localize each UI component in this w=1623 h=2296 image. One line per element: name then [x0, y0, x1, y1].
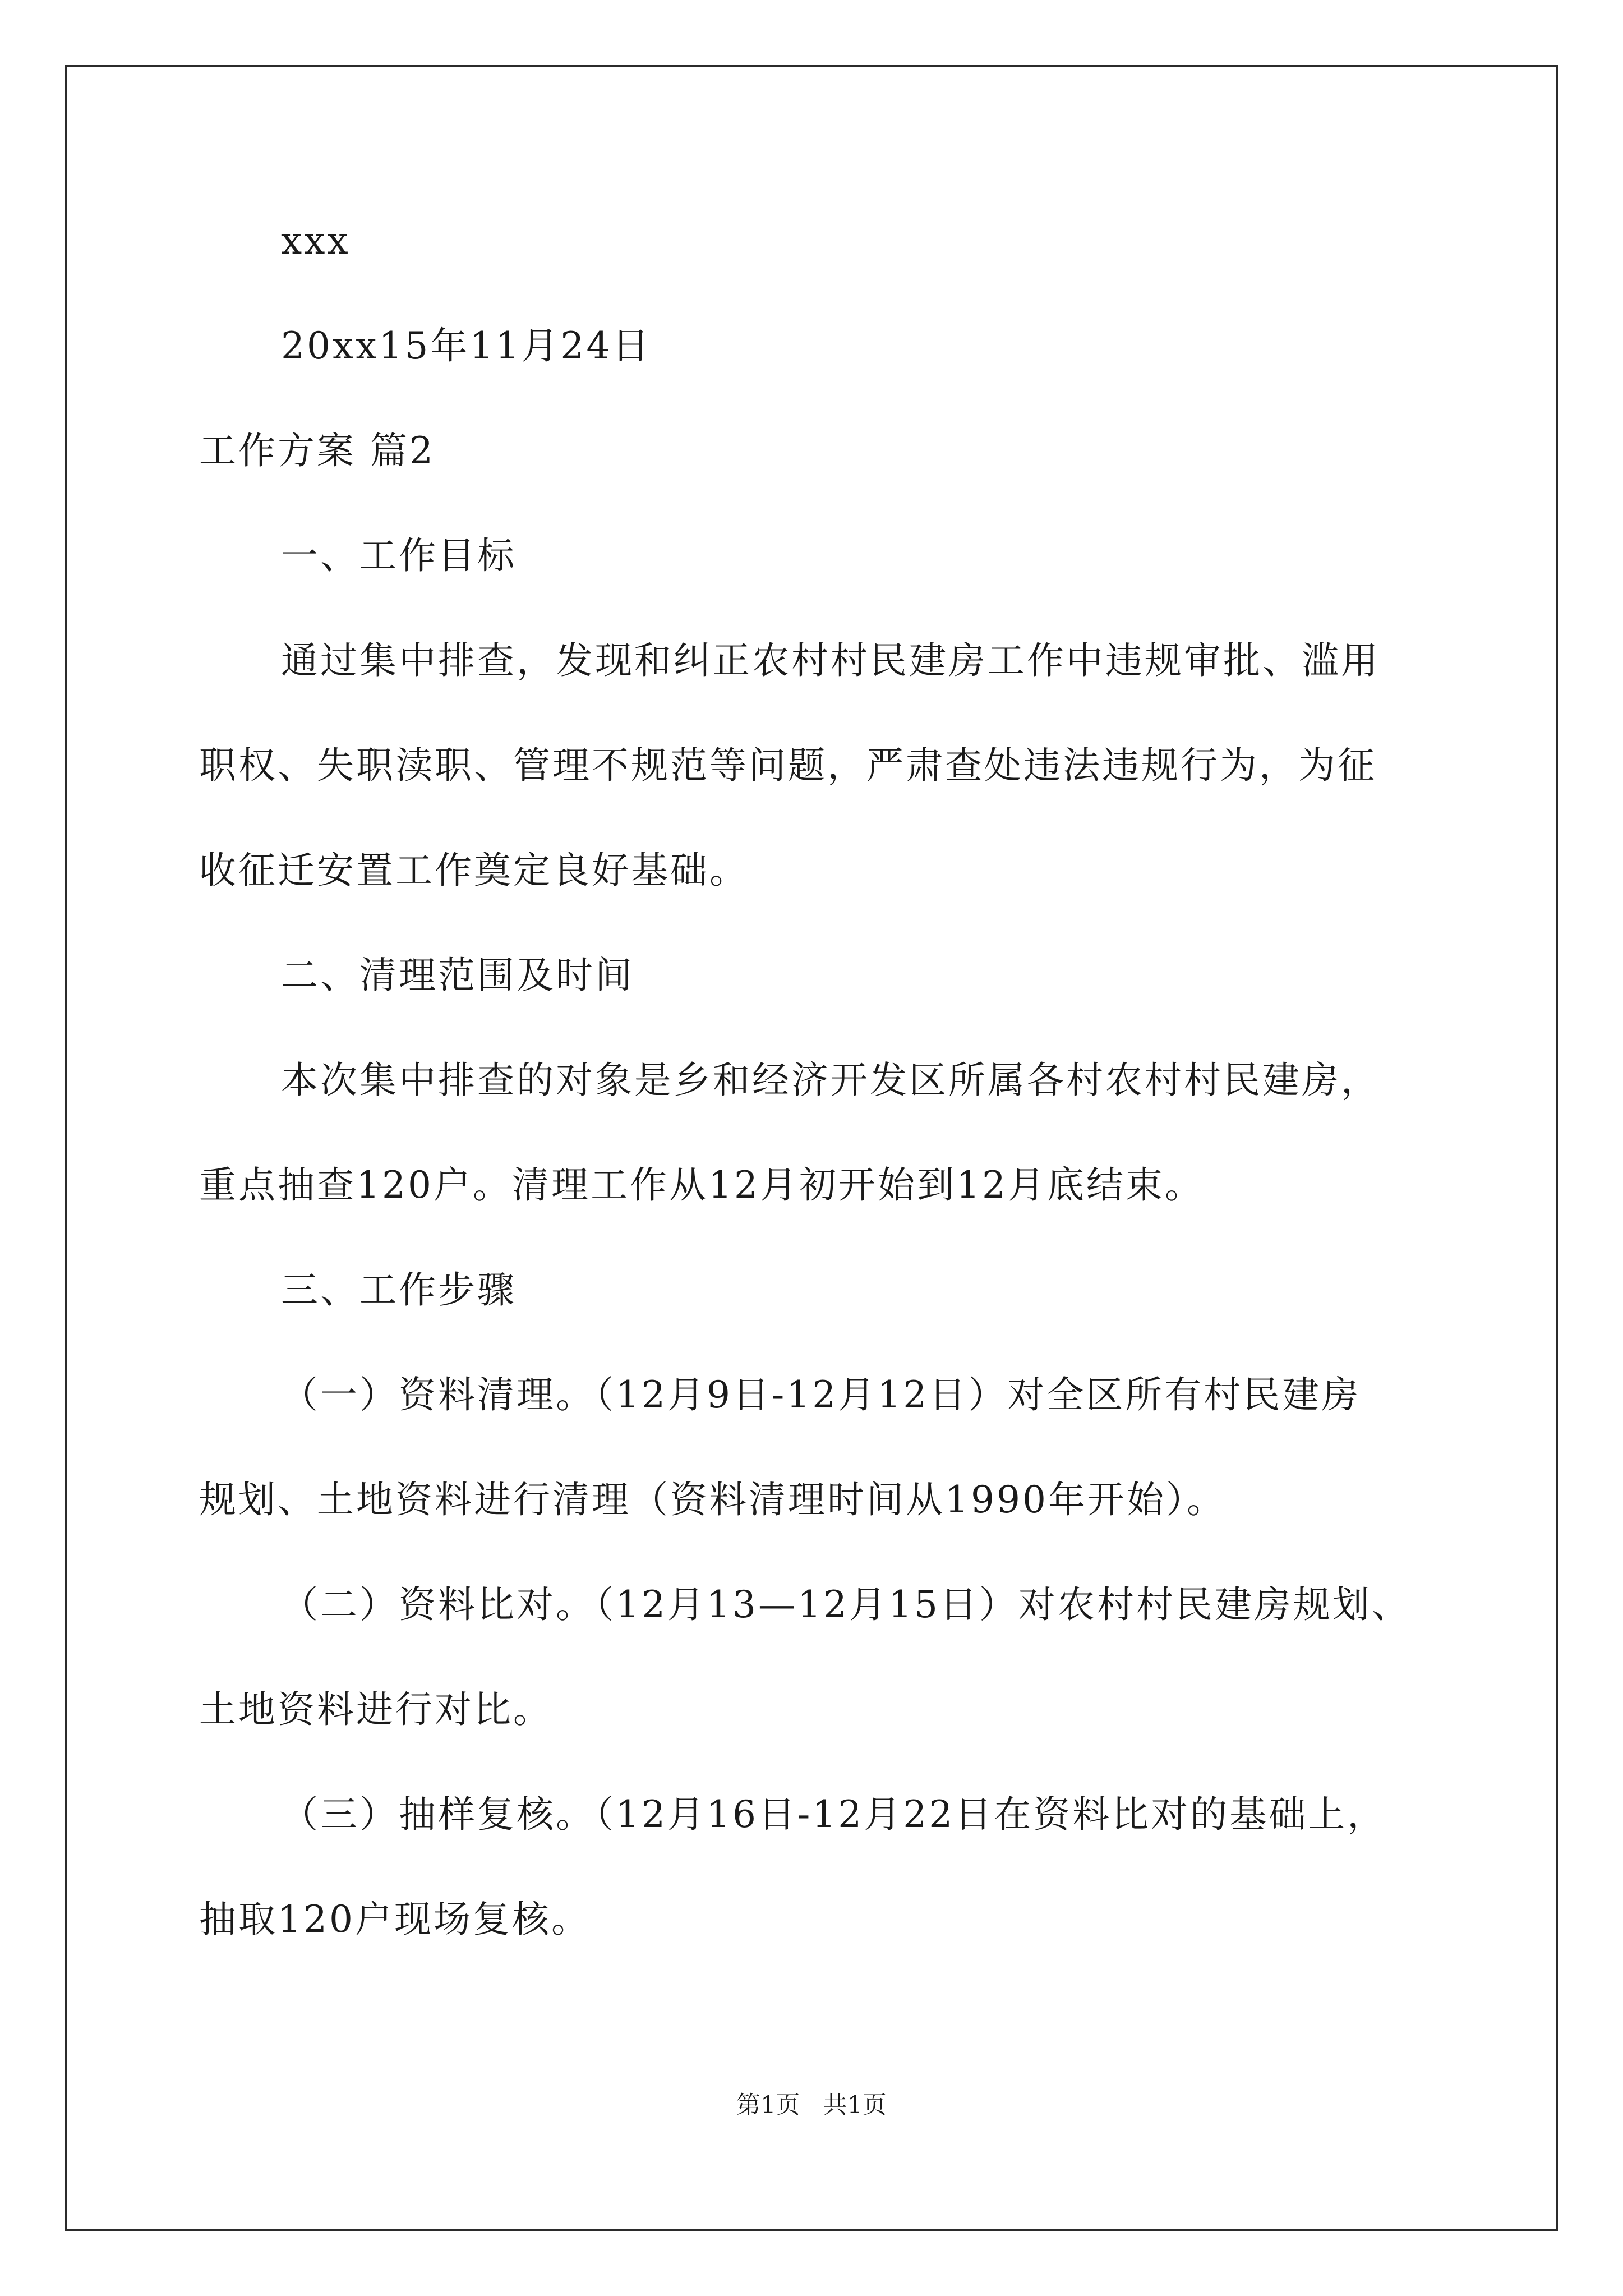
heading-goal: 一、工作目标: [281, 534, 517, 577]
paragraph-line: 本次集中排查的对象是乡和经济开发区所属各村农村村民建房，: [281, 1059, 1380, 1102]
page-number-footer: 第1页 共1页: [736, 2091, 887, 2119]
paragraph-line: 规划、土地资料进行清理（资料清理时间从1990年开始）。: [199, 1478, 1226, 1521]
paragraph-line: （二）资料比对。（12月13—12月15日）对农村村民建房规划、: [281, 1583, 1411, 1626]
section-title: 工作方案 篇2: [199, 429, 435, 472]
paragraph-line: 重点抽查120户。清理工作从12月初开始到12月底结束。: [199, 1163, 1204, 1207]
paragraph-line: 职权、失职渎职、管理不规范等问题，严肃查处违法违规行为，为征: [199, 744, 1377, 787]
heading-scope: 二、清理范围及时间: [281, 954, 634, 997]
paragraph-line: 通过集中排查，发现和纠正农村村民建房工作中违规审批、滥用: [281, 639, 1380, 682]
date-line: 20xx15年11月24日: [281, 324, 652, 367]
paragraph-line: 土地资料进行对比。: [199, 1688, 552, 1731]
paragraph-line: （一）资料清理。（12月9日-12月12日）对全区所有村民建房: [281, 1373, 1361, 1416]
heading-steps: 三、工作步骤: [281, 1268, 517, 1312]
paragraph-line: （三）抽样复核。（12月16日-12月22日在资料比对的基础上，: [281, 1793, 1387, 1836]
signature-line: xxx: [281, 219, 351, 263]
paragraph-line: 抽取120户现场复核。: [199, 1898, 591, 1941]
paragraph-line: 收征迁安置工作奠定良好基础。: [199, 849, 749, 892]
